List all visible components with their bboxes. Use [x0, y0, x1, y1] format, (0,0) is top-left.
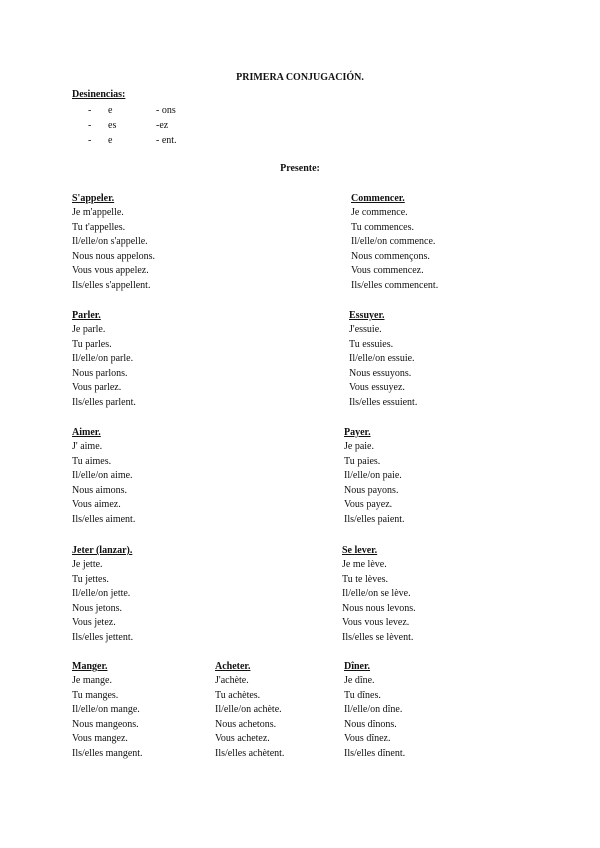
conjugation-line: Je commence.	[351, 207, 408, 218]
verb-block-acheter	[215, 659, 284, 762]
verb-title: Payer.	[344, 427, 371, 438]
conjugation-line: Nous essuyons.	[349, 367, 412, 379]
desinencia-singular: e	[108, 135, 113, 146]
conjugation-line: Je dîne.	[344, 675, 375, 686]
verb-title: Acheter.	[215, 661, 251, 672]
conjugation-line: Ils/elles essuient.	[349, 396, 418, 408]
conjugation-line: Je parle.	[72, 324, 106, 335]
conjugation-line: Tu jettes.	[72, 573, 109, 585]
verb-title: Dîner.	[344, 661, 371, 672]
conjugation-line: Tu essuies.	[349, 338, 394, 350]
conjugation-line: Ils/elles dînent.	[344, 747, 406, 759]
conjugation-line: Nous nous appelons.	[72, 250, 156, 262]
conjugation-line: Il/elle/on mange.	[72, 704, 140, 716]
verb-block-payer	[344, 425, 405, 528]
verb-block-sappeler	[72, 191, 155, 294]
conjugation-line: Vous payez.	[344, 499, 393, 511]
conjugation-line: Tu aimes.	[72, 455, 112, 467]
conjugation-line: Vous vous levez.	[342, 617, 410, 629]
conjugation-line: Ils/elles aiment.	[72, 513, 136, 525]
verb-block-se-lever	[342, 543, 416, 646]
verb-block-jeter	[72, 543, 133, 646]
desinencia-singular: e	[108, 105, 113, 116]
conjugation-line: Il/elle/on dîne.	[344, 704, 403, 716]
conjugation-line: Il/elle/on parle.	[72, 353, 134, 365]
conjugation-line: Il/elle/on s'appelle.	[72, 236, 148, 248]
verb-title: Aimer.	[72, 427, 101, 438]
conjugation-line: Il/elle/on achète.	[215, 704, 282, 716]
desinencia-row	[88, 133, 216, 148]
conjugation-line: Vous vous appelez.	[72, 265, 149, 277]
conjugation-line: Tu te lèves.	[342, 573, 389, 585]
desinencia-singular: es	[108, 120, 117, 131]
desinencias-list	[88, 103, 216, 148]
conjugation-line: Nous mangeons.	[72, 718, 139, 730]
conjugation-line: Je m'appelle.	[72, 207, 124, 218]
conjugation-line: Nous parlons.	[72, 367, 128, 379]
conjugation-line: Ils/elles commencent.	[351, 279, 439, 291]
conjugation-line: Vous aimez.	[72, 499, 121, 511]
conjugation-line: Il/elle/on essuie.	[349, 353, 415, 365]
verb-title: Se lever.	[342, 545, 378, 556]
verb-title: Jeter (lanzar).	[72, 545, 133, 556]
conjugation-line: Nous commençons.	[351, 250, 430, 262]
conjugation-line: Il/elle/on jette.	[72, 588, 131, 600]
conjugation-line: Ils/elles se lèvent.	[342, 631, 414, 643]
verb-block-parler	[72, 308, 136, 411]
conjugation-line: Nous aimons.	[72, 484, 127, 496]
conjugation-line: Tu commences.	[351, 221, 414, 233]
verb-block-aimer	[72, 425, 135, 528]
conjugation-line: Tu dînes.	[344, 689, 381, 701]
conjugation-line: Tu achètes.	[215, 689, 261, 701]
conjugation-line: Nous jetons.	[72, 602, 122, 614]
verb-title: Commencer.	[351, 193, 405, 204]
conjugation-line: Vous mangez.	[72, 733, 128, 745]
conjugation-line: Tu t'appelles.	[72, 221, 126, 233]
conjugation-line: J' aime.	[72, 441, 103, 452]
desinencias-heading: Desinencias:	[72, 89, 126, 100]
conjugation-line: Ils/elles s'appellent.	[72, 279, 151, 291]
conjugation-line: Je paie.	[344, 441, 374, 452]
conjugation-line: Nous nous levons.	[342, 602, 416, 614]
conjugation-line: Vous parlez.	[72, 382, 122, 394]
conjugation-line: Ils/elles jettent.	[72, 631, 134, 643]
conjugation-line: Je mange.	[72, 675, 112, 686]
conjugation-line: Je me lève.	[342, 559, 387, 570]
verb-block-essuyer	[349, 308, 417, 411]
conjugation-line: Vous dînez.	[344, 733, 391, 745]
conjugation-line: Nous payons.	[344, 484, 399, 496]
verb-block-manger	[72, 659, 143, 762]
desinencia-plural: - ons	[156, 105, 176, 116]
conjugation-line: Vous essuyez.	[349, 382, 405, 394]
verb-title: Parler.	[72, 310, 101, 321]
verb-title: Manger.	[72, 661, 108, 672]
conjugation-line: Tu parles.	[72, 338, 112, 350]
verb-block-diner	[344, 659, 405, 762]
conjugation-line: Vous achetez.	[215, 733, 270, 745]
conjugation-line: Il/elle/on commence.	[351, 236, 436, 248]
conjugation-line: Ils/elles paient.	[344, 513, 405, 525]
conjugation-line: J'achète.	[215, 675, 249, 686]
conjugation-line: Ils/elles parlent.	[72, 396, 136, 408]
conjugation-line: Ils/elles mangent.	[72, 747, 143, 759]
conjugation-line: Nous achetons.	[215, 718, 277, 730]
verb-title: Essuyer.	[349, 310, 385, 321]
desinencia-plural: - ent.	[156, 135, 177, 146]
verb-block-commencer	[351, 191, 438, 294]
desinencia-row	[88, 118, 216, 133]
verb-title: S'appeler.	[72, 193, 115, 204]
conjugation-line: Ils/elles achètent.	[215, 747, 285, 759]
desinencia-row	[88, 103, 216, 118]
conjugation-line: J'essuie.	[349, 324, 382, 335]
conjugation-line: Il/elle/on se lève.	[342, 588, 411, 600]
desinencia-dash: -	[88, 105, 92, 116]
document-title: PRIMERA CONJUGACIÓN.	[236, 72, 364, 83]
conjugation-line: Il/elle/on aime.	[72, 470, 133, 482]
desinencia-plural: -ez	[156, 120, 169, 131]
desinencia-dash: -	[88, 135, 92, 146]
conjugation-line: Tu manges.	[72, 689, 119, 701]
conjugation-line: Nous dînons.	[344, 718, 397, 730]
conjugation-line: Il/elle/on paie.	[344, 470, 402, 482]
conjugation-line: Tu paies.	[344, 455, 381, 467]
conjugation-line: Je jette.	[72, 559, 103, 570]
conjugation-line: Vous jetez.	[72, 617, 116, 629]
presente-heading: Presente:	[280, 163, 320, 174]
desinencia-dash: -	[88, 120, 92, 131]
conjugation-line: Vous commencez.	[351, 265, 424, 277]
